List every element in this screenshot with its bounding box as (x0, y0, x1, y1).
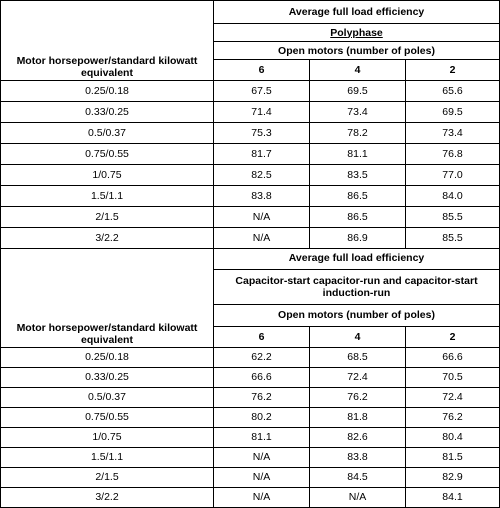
value-cell: 72.4 (310, 367, 406, 387)
phase-header: Capacitor-start capacitor-run and capacitor-start induction-run (214, 269, 500, 304)
motor-hp-header: Motor horsepower/standard kilowatt equivalent (1, 1, 214, 81)
group-header: Average full load efficiency (214, 1, 500, 24)
value-cell: 70.5 (406, 367, 500, 387)
hp-cell: 2/1.5 (1, 207, 214, 228)
table-row (1, 102, 500, 123)
hp-cell: 0.33/0.25 (1, 102, 214, 123)
hp-cell: 0.25/0.18 (1, 81, 214, 102)
table-row (1, 186, 500, 207)
hp-cell: 0.5/0.37 (1, 387, 214, 407)
value-cell: 67.5 (214, 81, 310, 102)
table-row (1, 447, 500, 467)
value-cell: 66.6 (406, 347, 500, 367)
capacitor-start-efficiency-table (0, 247, 500, 508)
value-cell: 76.2 (310, 387, 406, 407)
table-row (1, 207, 500, 228)
value-cell: 76.2 (406, 407, 500, 427)
value-cell: 81.5 (406, 447, 500, 467)
value-cell: 78.2 (310, 123, 406, 144)
value-cell: 84.1 (406, 487, 500, 507)
value-cell: 83.5 (310, 165, 406, 186)
value-cell: N/A (214, 487, 310, 507)
hp-cell: 3/2.2 (1, 487, 214, 507)
motor-hp-header: Motor horsepower/standard kilowatt equivalent (1, 247, 214, 347)
value-cell: 82.5 (214, 165, 310, 186)
value-cell: 71.4 (214, 102, 310, 123)
hp-cell: 0.33/0.25 (1, 367, 214, 387)
value-cell: N/A (214, 467, 310, 487)
value-cell: 62.2 (214, 347, 310, 367)
value-cell: 72.4 (406, 387, 500, 407)
pole-column-4: 4 (310, 60, 406, 81)
value-cell: 81.1 (310, 144, 406, 165)
value-cell: 82.9 (406, 467, 500, 487)
value-cell: 85.5 (406, 207, 500, 228)
value-cell: 84.0 (406, 186, 500, 207)
value-cell: 66.6 (214, 367, 310, 387)
value-cell: N/A (310, 487, 406, 507)
value-cell: 80.2 (214, 407, 310, 427)
value-cell: 86.9 (310, 228, 406, 249)
value-cell: 65.6 (406, 81, 500, 102)
value-cell: 68.5 (310, 347, 406, 367)
hp-cell: 0.25/0.18 (1, 347, 214, 367)
poles-header: Open motors (number of poles) (214, 304, 500, 326)
value-cell: N/A (214, 447, 310, 467)
hp-cell: 1/0.75 (1, 427, 214, 447)
value-cell: 86.5 (310, 186, 406, 207)
table-row (1, 81, 500, 102)
value-cell: 75.3 (214, 123, 310, 144)
table-row (1, 387, 500, 407)
value-cell: 81.8 (310, 407, 406, 427)
table-row (1, 407, 500, 427)
table-row (1, 123, 500, 144)
hp-cell: 2/1.5 (1, 467, 214, 487)
value-cell: 85.5 (406, 228, 500, 249)
value-cell: 81.1 (214, 427, 310, 447)
pole-column-6: 6 (214, 326, 310, 347)
value-cell: 86.5 (310, 207, 406, 228)
group-header: Average full load efficiency (214, 247, 500, 269)
polyphase-efficiency-table (0, 0, 500, 249)
phase-header: Polyphase (214, 24, 500, 42)
hp-cell: 1.5/1.1 (1, 447, 214, 467)
table-row (1, 347, 500, 367)
value-cell: 82.6 (310, 427, 406, 447)
hp-cell: 1/0.75 (1, 165, 214, 186)
value-cell: 69.5 (310, 81, 406, 102)
hp-cell: 1.5/1.1 (1, 186, 214, 207)
value-cell: 73.4 (406, 123, 500, 144)
hp-cell: 3/2.2 (1, 228, 214, 249)
pole-column-2: 2 (406, 60, 500, 81)
hp-cell: 0.5/0.37 (1, 123, 214, 144)
hp-cell: 0.75/0.55 (1, 144, 214, 165)
table-row (1, 144, 500, 165)
hp-cell: 0.75/0.55 (1, 407, 214, 427)
table-row (1, 228, 500, 249)
pole-column-2: 2 (406, 326, 500, 347)
pole-column-6: 6 (214, 60, 310, 81)
pole-column-4: 4 (310, 326, 406, 347)
value-cell: 80.4 (406, 427, 500, 447)
table-row (1, 487, 500, 507)
table-row (1, 427, 500, 447)
value-cell: 83.8 (310, 447, 406, 467)
value-cell: 69.5 (406, 102, 500, 123)
value-cell: 83.8 (214, 186, 310, 207)
value-cell: 73.4 (310, 102, 406, 123)
value-cell: 84.5 (310, 467, 406, 487)
value-cell: 81.7 (214, 144, 310, 165)
value-cell: 77.0 (406, 165, 500, 186)
value-cell: 76.8 (406, 144, 500, 165)
poles-header: Open motors (number of poles) (214, 42, 500, 60)
value-cell: 76.2 (214, 387, 310, 407)
value-cell: N/A (214, 207, 310, 228)
value-cell: N/A (214, 228, 310, 249)
table-row (1, 367, 500, 387)
table-row (1, 467, 500, 487)
table-row (1, 165, 500, 186)
